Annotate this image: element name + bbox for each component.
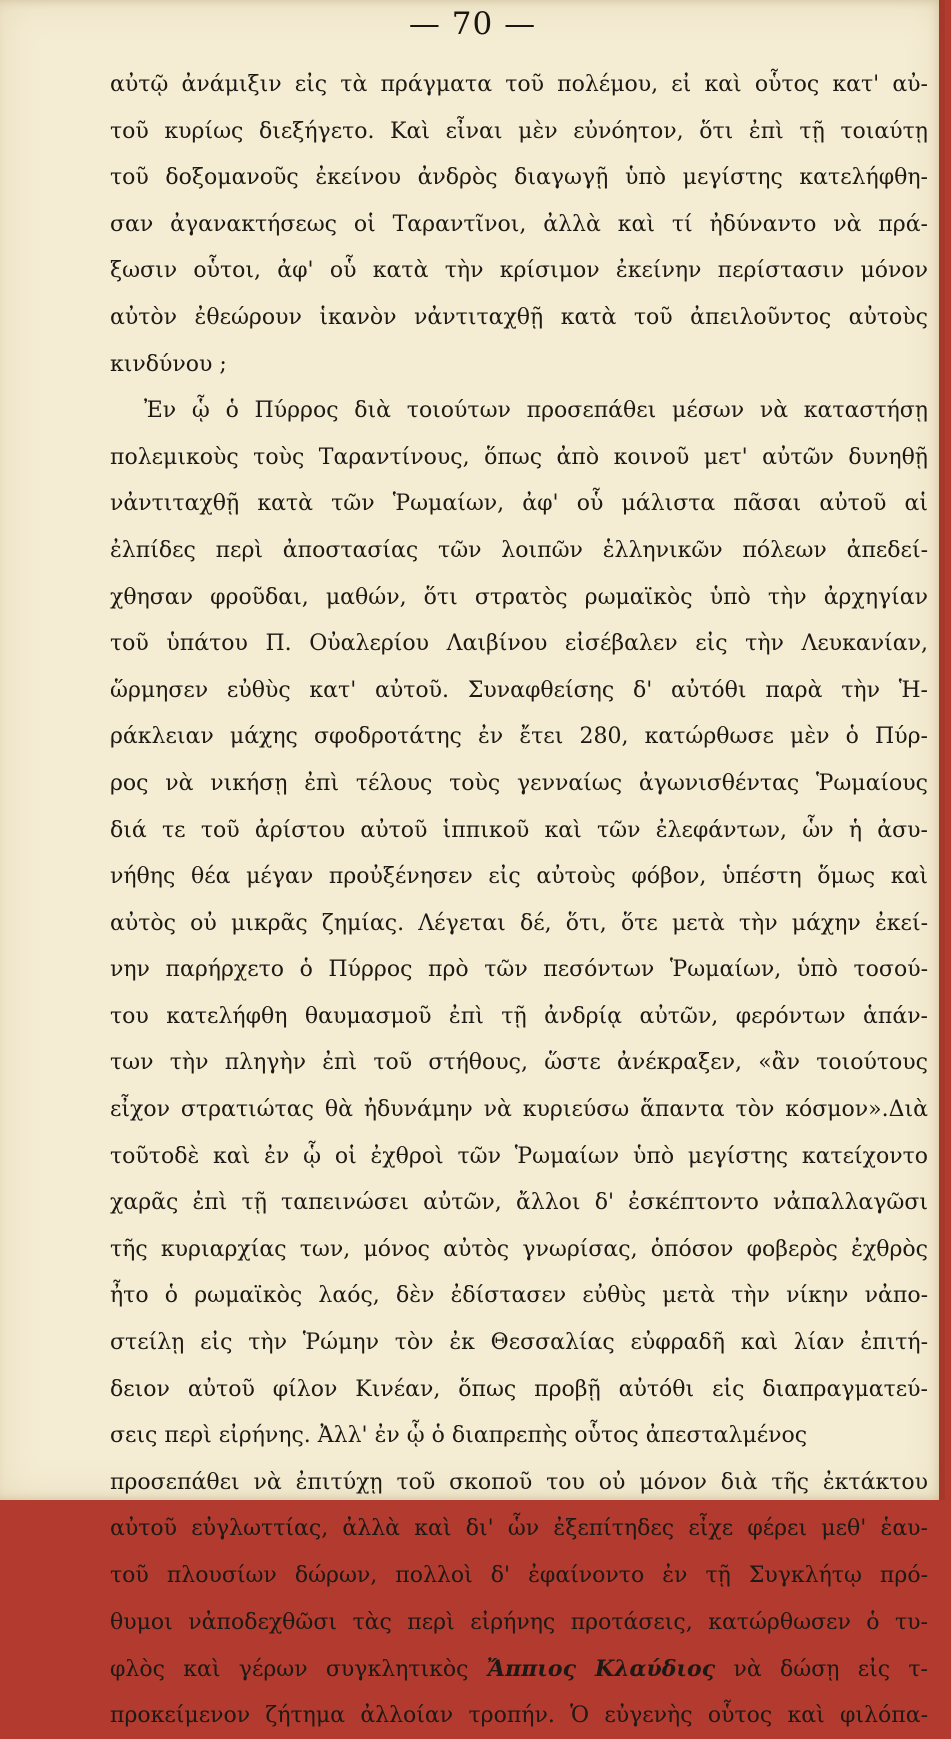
line-text: Ἐν ᾧ ὁ Πύρρος διὰ τοιούτων προσεπάθει μέσων νὰ καταστήσῃ [144, 398, 928, 424]
text-line [110, 1553, 928, 1600]
line-text: ἦτο ὁ ρωμαϊκὸς λαός, δὲν ἐδίστασεν εὐθὺς μετὰ τὴν νίκην νἀπο- [110, 1283, 928, 1309]
text-line [110, 342, 928, 389]
line-text: νην παρήρχετο ὁ Πύρρος πρὸ τῶν πεσόντων Ῥωμαίων, ὑπὸ τοσού- [110, 957, 928, 983]
text-line [110, 481, 928, 528]
text-line [110, 1367, 928, 1414]
line-text: τῆς κυριαρχίας των, μόνος αὐτὸς γνωρίσας, ὁπόσον φοβερὸς ἐχθρὸς [110, 1236, 928, 1262]
line-text: τοῦ κυρίως διεξήγετο. Καὶ εἶναι μὲν εὐνόητον, ὅτι ἐπὶ τῇ τοιαύτῃ [110, 118, 928, 144]
text-line [110, 435, 928, 482]
text-line [110, 1693, 928, 1739]
text-line [110, 62, 928, 109]
text-line [110, 947, 928, 994]
line-text: αὐτῷ ἀνάμιξιν εἰς τὰ πράγματα τοῦ πολέμου, εἰ καὶ οὗτος κατ' αὐ- [110, 72, 928, 97]
text-line [110, 714, 928, 761]
line-text: σαν ἀγανακτήσεως οἱ Ταραντῖνοι, ἀλλὰ καὶ τί ἠδύναντο νὰ πρά- [110, 211, 928, 237]
text-line [110, 1227, 928, 1274]
text-line [110, 248, 928, 295]
text-line [110, 1506, 928, 1553]
line-text: του κατελήφθη θαυμασμοῦ ἐπὶ τῇ ἀνδρίᾳ αὐτῶν, φερόντων ἁπάν- [110, 1003, 928, 1029]
body-text [110, 62, 928, 1739]
line-text: τοῦ πλουσίων δώρων, πολλοὶ δ' ἐφαίνοντο ἐν τῇ Συγκλήτῳ πρό- [110, 1563, 928, 1588]
line-text: ἐλπίδες περὶ ἀποστασίας τῶν λοιπῶν ἑλληνικῶν πόλεων ἀπεδεί- [110, 537, 928, 563]
text-line [110, 575, 928, 622]
text-line [110, 1273, 928, 1320]
line-text: εἶχον στρατιώτας θὰ ἠδυνάμην νὰ κυριεύσω ἅπαντα τὸν κόσμον».Διὰ [110, 1097, 928, 1123]
line-text: πολεμικοὺς τοὺς Ταραντίνους, ὅπως ἀπὸ κοινοῦ μετ' αὐτῶν δυνηθῇ [110, 444, 928, 470]
text-line [110, 1646, 928, 1693]
line-text: νήθης θέα μέγαν προὐξένησεν εἰς αὐτοὺς φόβον, ὑπέστη ὅμως καὶ [110, 864, 928, 890]
text-line [110, 202, 928, 249]
text-line [110, 621, 928, 668]
line-text: θυμοι νἀποδεχθῶσι τὰς περὶ εἰρήνης προτάσεις, κατώρθωσεν ὁ τυ- [110, 1609, 928, 1635]
text-line [110, 761, 928, 808]
text-line [110, 1040, 928, 1087]
text-line [110, 295, 928, 342]
text-line [110, 1413, 928, 1460]
line-text: νἀντιταχθῇ κατὰ τῶν Ῥωμαίων, ἀφ' οὗ μάλιστα πᾶσαι αὐτοῦ αἱ [110, 491, 928, 517]
text-line [110, 1320, 928, 1367]
line-text: αὐτὸν ἐθεώρουν ἱκανὸν νἀντιταχθῇ κατὰ τοῦ ἀπειλοῦντος αὐτοὺς [110, 304, 928, 330]
line-text: χθησαν φροῦδαι, μαθών, ὅτι στρατὸς ρωμαϊκὸς ὑπὸ τὴν ἀρχηγίαν [110, 584, 928, 610]
line-text: κινδύνου ; [110, 351, 227, 377]
line-text: ὥρμησεν εὐθὺς κατ' αὐτοῦ. Συναφθείσης δ' αὐτόθι παρὰ τὴν Ἡ- [110, 677, 928, 703]
text-line [110, 528, 928, 575]
page-edge [939, 0, 945, 1500]
line-text: αὐτὸς οὐ μικρᾶς ζημίας. Λέγεται δέ, ὅτι, ὅτε μετὰ τὴν μάχην ἐκεί- [110, 910, 928, 936]
text-line [110, 1180, 928, 1227]
text-line [110, 1134, 928, 1181]
line-text: προκείμενον ζήτημα ἀλλοίαν τροπήν. Ὁ εὐγενὴς οὗτος καὶ φιλόπα- [110, 1702, 928, 1728]
text-line [110, 668, 928, 715]
proper-name: Ἄππιος Κλαύδιος [486, 1656, 716, 1683]
line-text: σεις περὶ εἰρήνης. Ἀλλ' ἐν ᾧ ὁ διαπρεπὴς οὗτος ἀπεσταλμένος [110, 1423, 808, 1449]
text-line [110, 854, 928, 901]
line-text: ράκλειαν μάχης σφοδροτάτης ἐν ἔτει 280, κατώρθωσε μὲν ὁ Πύρ- [110, 724, 928, 750]
text-line [110, 388, 928, 435]
line-text: ξωσιν οὗτοι, ἀφ' οὗ κατὰ τὴν κρίσιμον ἐκείνην περίστασιν μόνον [110, 258, 928, 284]
page-number: — 70 — [408, 6, 537, 42]
line-text: δειον αὐτοῦ φίλον Κινέαν, ὅπως προβῇ αὐτόθι εἰς διαπραγματεύ- [110, 1376, 928, 1402]
line-text: διά τε τοῦ ἀρίστου αὐτοῦ ἱππικοῦ καὶ τῶν ἐλεφάντων, ὧν ἡ ἀσυ- [110, 817, 928, 843]
text-line [110, 1460, 928, 1507]
line-text: τοῦ δοξομανοῦς ἐκείνου ἀνδρὸς διαγωγῇ ὑπὸ μεγίστης κατελήφθη- [110, 165, 928, 191]
text-line [110, 1087, 928, 1134]
line-text: αὐτοῦ εὐγλωττίας, ἀλλὰ καὶ δι' ὧν ἐξεπίτηδες εἶχε φέρει μεθ' ἑαυ- [110, 1516, 928, 1542]
text-line [110, 1600, 928, 1647]
line-text: των τὴν πληγὴν ἐπὶ τοῦ στήθους, ὥστε ἀνέκραξεν, «ἂν τοιούτους [110, 1050, 928, 1076]
line-text: τοῦ ὑπάτου Π. Οὐαλερίου Λαιβίνου εἰσέβαλεν εἰς τὴν Λευκανίαν, [110, 631, 928, 657]
line-text: τοῦτοδὲ καὶ ἐν ᾧ οἱ ἐχθροὶ τῶν Ῥωμαίων ὑπὸ μεγίστης κατείχοντο [110, 1143, 928, 1169]
text-line [110, 901, 928, 948]
line-text: χαρᾶς ἐπὶ τῇ ταπεινώσει αὐτῶν, ἄλλοι δ' ἐσκέπτοντο νἀπαλλαγῶσι [110, 1190, 928, 1216]
text-line [110, 994, 928, 1041]
text-line [110, 109, 928, 156]
text-line [110, 808, 928, 855]
line-text: στείλῃ εἰς τὴν Ῥώμην τὸν ἐκ Θεσσαλίας εὐφραδῆ καὶ λίαν ἐπιτή- [110, 1330, 928, 1356]
line-text: προσεπάθει νὰ ἐπιτύχῃ τοῦ σκοποῦ του οὐ μόνον διὰ τῆς ἐκτάκτου [110, 1469, 928, 1495]
line-text: φλὸς καὶ γέρων συγκλητικὸς [110, 1657, 487, 1683]
line-text: ρος νὰ νικήσῃ ἐπὶ τέλους τοὺς γενναίως ἀγωνισθέντας Ῥωμαίους [110, 770, 928, 796]
text-line [110, 155, 928, 202]
line-text-continued: νὰ δώσῃ εἰς τ- [715, 1657, 928, 1683]
